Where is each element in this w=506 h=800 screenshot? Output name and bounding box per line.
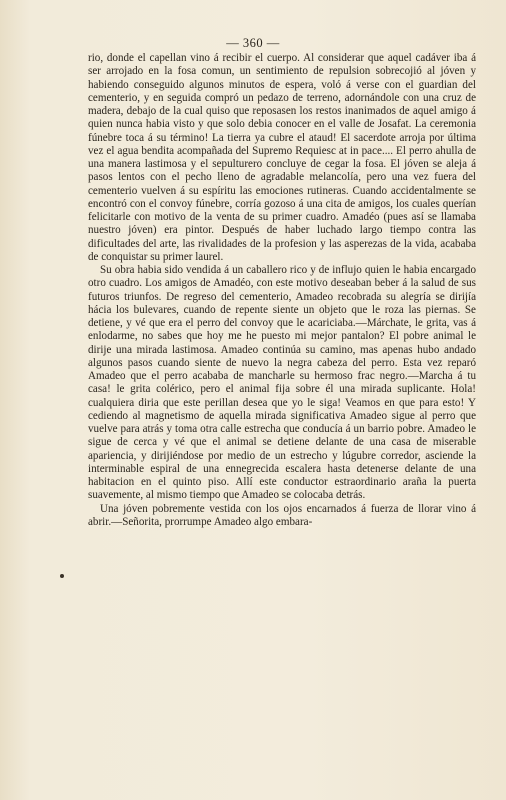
- body-text: [88, 52, 476, 529]
- paragraph-1: rio, donde el capellan vino á recibir el cuerpo. Al considerar que aquel cadáver iba á ser arrojado en la fosa comun, un sentimiento de repulsion sobrecojió al jóven y habiendo conseguido algunos minutos de espera, voló á verse con el guardian del cementerio, y en seguida compró un pedazo de terreno, adornándole con una cruz de madera, debajo de la cual quiso que reposasen los restos inanimados de aquel amigo á quien nunca habia visto y que solo debia conocer en el valle de Josafat. La ceremonia fúnebre toca á su término! La tierra ya cubre el ataud! El sacerdote arroja por última vez el agua bendita acompañada del Supremo Requiesc at in pace.... El perro ahulla de una manera lastimosa y el sepulturero concluye de cegar la fosa. El jóven se aleja á pasos lentos con el pecho lleno de agradable melancolía, pero una vez fuera del cementerio vuelven á su espíritu las emociones rutineras. Cuando accidentalmente se encontró con el convoy fúnebre, corría gozoso á una cita de amigos, los cuales querían felicitarle con motivo de la venta de su primer cuadro. Amadéo (pues así se llamaba nuestro jóven) era pintor. Después de haber luchado largo tiempo contra las dificultades del arte, las rivalidades de la profesion y las asperezas de la vida, acababa de conquistar su primer laurel.: [88, 52, 476, 263]
- paragraph-2: Su obra habia sido vendida á un caballero rico y de influjo quien le habia encargado otro cuadro. Los amigos de Amadéo, con este motivo deseaban beber á la salud de sus futuros triunfos. De regreso del cementerio, Amadeo recobrada su alegría se dirijía hácia los bulevares, cuando de repente siente un objeto que le roza las piernas. Se detiene, y vé que era el perro del convoy que le acariciaba.—Márchate, le grita, vas á enlodarme, no sabes que hoy me he puesto mi mejor pantalon? El pobre animal le dirije una mirada lastimosa. Amadeo continúa su camino, mas apenas hubo andado algunos pasos cuando siente de nuevo la negra cabeza del perro. Esta vez reparó Amadeo que el perro acababa de mancharle su hermoso frac negro.—Marcha á tu casa! le grita colérico, pero el animal fija sobre él una mirada suplicante. Hola! cualquiera diria que este perillan desea que yo le siga! Veamos en que para esto! Y cediendo al magnetismo de aquella mirada significativa Amadeo sigue al perro que vuelve para atrás y toma otra calle estrecha que conducía á un barrio pobre. Amadeo le sigue de cerca y vé que el animal se detiene delante de una casa de miserable apariencia, y dirijiéndose por medio de un estrecho y lúgubre corredor, asciende la interminable espiral de una ennegrecida escalera hasta detenerse delante de una habitacion en el quinto piso. Allí este conductor estraordinario araña la puerta suavemente, al mismo tiempo que Amadeo se colocaba detrás.: [88, 264, 476, 502]
- margin-mark: [60, 574, 64, 578]
- page-number: — 360 —: [226, 36, 280, 50]
- paragraph-3: Una jóven pobremente vestida con los ojos encarnados á fuerza de llorar vino á abrir.—Señorita, prorrumpe Amadeo algo embara-: [88, 502, 476, 528]
